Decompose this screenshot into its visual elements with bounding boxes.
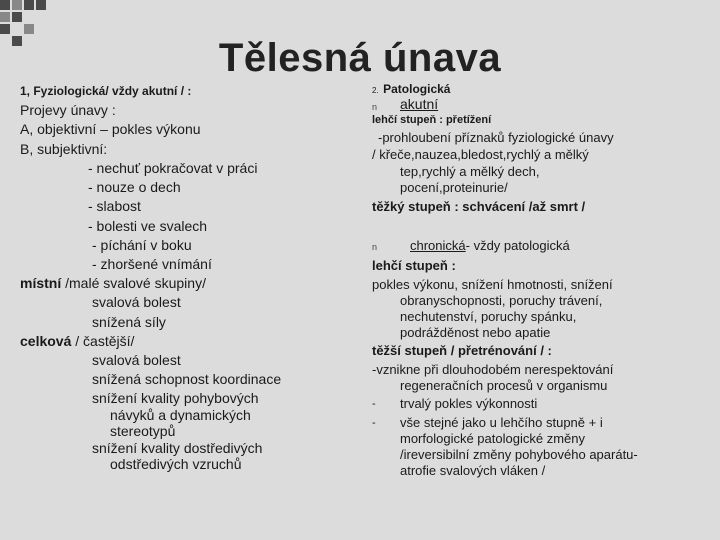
decor-square: [0, 0, 10, 10]
bullet-icon: n: [372, 102, 378, 112]
text-line: -prohloubení příznaků fyziologické únavy: [378, 130, 614, 145]
text-line: snížení kvality pohybových: [92, 390, 259, 406]
chronic-label: chronická: [410, 238, 466, 253]
text-line: obranyschopnosti, poruchy trávení,: [400, 293, 603, 308]
patologicka-heading: Patologická: [383, 82, 451, 96]
text-line: atrofie svalových vláken /: [400, 463, 546, 478]
local-label: místní: [20, 275, 62, 291]
text-line: nechutenství, poruchy spánku,: [400, 309, 577, 324]
text-line: snížená síly: [92, 314, 166, 330]
text-line: trvalý pokles výkonnosti: [400, 396, 538, 411]
decor-square: [12, 12, 22, 22]
decor-square: [24, 24, 34, 34]
text-line: A, objektivní – pokles výkonu: [20, 121, 201, 137]
light-stage-label: lehčí stupeň : přetížení: [372, 114, 492, 126]
decor-square: [12, 0, 22, 10]
text-line: / křeče,nauzea,bledost,rychlý a mělký: [372, 147, 589, 162]
dash-marker: -: [372, 398, 376, 410]
text-line: svalová bolest: [92, 352, 181, 368]
text-line: - slabost: [88, 198, 141, 214]
text-line: /ireversibilní změny pohybového aparátu-: [400, 447, 638, 462]
text-line: stereotypů: [110, 423, 176, 439]
general-label: celková: [20, 333, 72, 349]
text-line: vše stejné jako u lehčího stupně + i: [400, 415, 603, 430]
text-line: - zhoršené vnímání: [92, 256, 212, 272]
text-line: snížení kvality dostředivých: [92, 440, 263, 456]
text-line: snížená schopnost koordinace: [92, 371, 282, 387]
chronic-light-label: lehčí stupeň :: [372, 258, 456, 273]
text-line: návyků a dynamických: [110, 407, 251, 423]
text-line: - píchání v boku: [92, 237, 192, 253]
local-desc: /malé svalové skupiny/: [61, 275, 206, 291]
chronic-heavy-label: těžší stupeň / přetrénování / :: [372, 343, 552, 358]
general-desc: / častější/: [71, 333, 135, 349]
chronic-desc: - vždy patologická: [465, 238, 570, 253]
text-line: pokles výkonu, snížení hmotnosti, snížení: [372, 277, 613, 292]
text-line: Projevy únavy :: [20, 102, 116, 118]
decor-square: [0, 12, 10, 22]
decor-square: [24, 0, 34, 10]
text-line: - bolesti ve svalech: [88, 218, 208, 234]
acute-label: akutní: [400, 96, 439, 112]
heavy-stage-label: těžký stupeň : schvácení /až smrt /: [372, 199, 586, 214]
fyziologicka-heading: 1, Fyziologická/ vždy akutní / :: [20, 84, 192, 98]
text-line: tep,rychlý a mělký dech,: [400, 164, 540, 179]
text-line: - nouze o dech: [88, 179, 181, 195]
bullet-icon: n: [372, 242, 378, 252]
text-line: svalová bolest: [92, 294, 181, 310]
text-line: -vznikne při dlouhodobém nerespektování: [372, 362, 614, 377]
general-fatigue-line: [20, 333, 134, 349]
text-line: regeneračních procesů v organismu: [400, 378, 608, 393]
text-line: morfologické patologické změny: [400, 431, 585, 446]
decor-square: [0, 24, 10, 34]
text-line: - nechuť pokračovat v práci: [88, 160, 258, 176]
text-line: pocení,proteinurie/: [400, 180, 508, 195]
chronic-line: [410, 238, 570, 253]
dash-marker: -: [372, 417, 376, 429]
text-line: odstředivých vzruchů: [110, 456, 242, 472]
text-line: podrážděnost nebo apatie: [400, 325, 551, 340]
text-line: B, subjektivní:: [20, 141, 108, 157]
section-number: 2.: [372, 86, 379, 95]
local-fatigue-line: [20, 275, 206, 291]
decor-square: [36, 0, 46, 10]
page-title: Tělesná únava: [218, 36, 502, 80]
